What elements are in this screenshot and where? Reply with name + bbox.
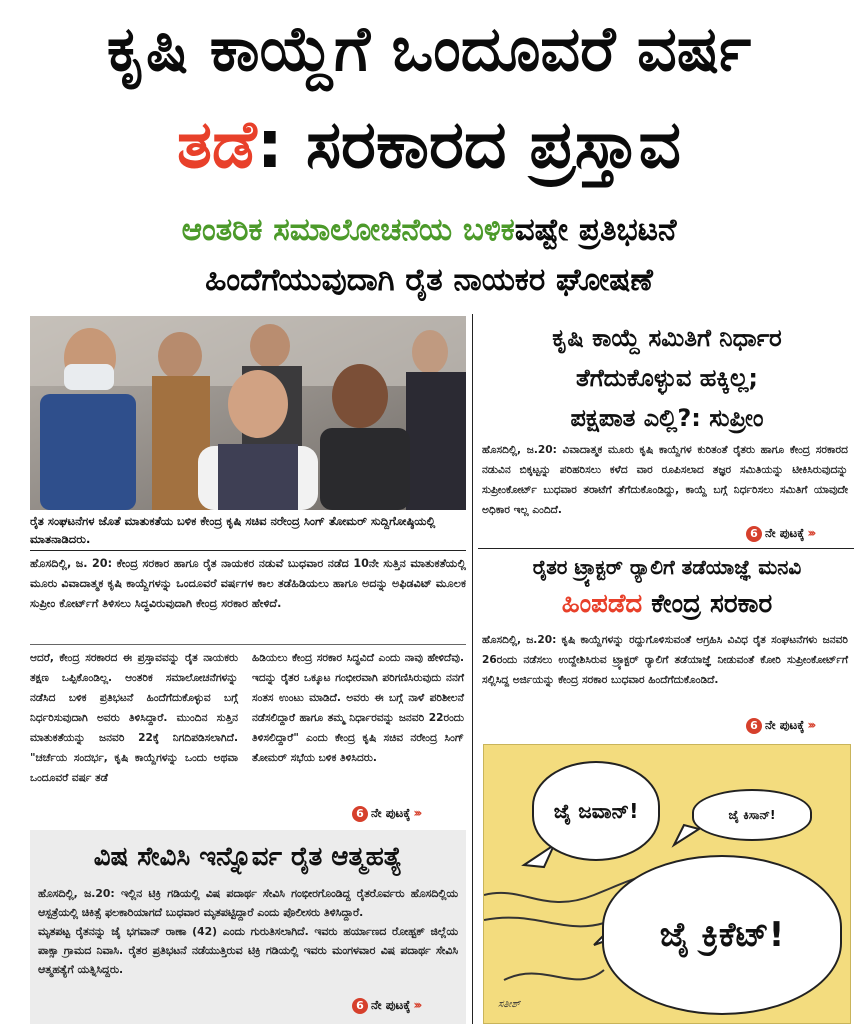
cartoon-panel [483,744,851,1024]
continued-label: ನೇ ಪುಟಕ್ಕೆ [371,806,411,820]
suicide-story-box [30,830,466,1024]
speech-bubble-kisan: ಜೈ ಕಿಸಾನ್! [692,789,812,841]
tractor-headline-highlight: ಹಿಂಪಡೆದ [561,589,643,619]
speech-bubble-jawan: ಜೈ ಜವಾನ್! [532,761,660,861]
main-story-col2: ಹಿಡಿಯಲು ಕೇಂದ್ರ ಸರಕಾರ ಸಿದ್ಧವಿದೆ ಎಂದು ನಾವು ಹೇಳಿದೆವು. ಇದನ್ನು ರೈತರ ಒಕ್ಕೂಟ ಗಂಭೀರವಾಗಿ ಪರಿಗಣಿಸಿರುವುದು ನನಗೆ ಸಂತಸ ಉಂಟು ಮಾಡಿದೆ. ಅವರು ಈ ಬಗ್ಗೆ ನಾಳೆ ಪರಿಶೀಲನೆ ನಡೆಸಲಿದ್ದಾರೆ ಹಾಗೂ ತಮ್ಮ ನಿರ್ಧಾರವನ್ನು ಜನವರಿ 22ರಂದು ತಿಳಿಸಲಿದ್ದಾರೆ" ಎಂದು ಕೇಂದ್ರ ಕೃಷಿ ಸಚಿವ ನರೇಂದ್ರ ಸಿಂಗ್ ತೋಮರ್ ಸಭೆಯ ಬಳಿಕ ತಿಳಿಸಿದರು. [252,652,464,764]
arrow-icon: ››› [807,526,814,540]
suicide-story-headline: ವಿಷ ಸೇವಿಸಿ ಇನ್ನೊರ್ವ ರೈತ ಆತ್ಮಹತ್ಯೆ [93,842,403,872]
main-lead-rule [30,644,466,645]
supreme-story-continued-link[interactable] [746,526,813,542]
supreme-headline-line3: ಪಕ್ಷಪಾತ ಎಲ್ಲಿ?: ಸುಪ್ರೀಂ [570,404,764,432]
main-story-col1: ಆದರೆ, ಕೇಂದ್ರ ಸರಕಾರದ ಈ ಪ್ರಸ್ತಾವವನ್ನು ರೈತ ನಾಯಕರು ತಕ್ಷಣ ಒಪ್ಪಿಕೊಂಡಿಲ್ಲ. ಆಂತರಿಕ ಸಮಾಲೋಚನೆಗಳನ್ನು ನಡೆಸಿದ ಬಳಿಕ ಪ್ರತಿಭಟನೆ ಹಿಂದೆಗೆದುಕೊಳ್ಳುವ ಬಗ್ಗೆ ನಿರ್ಧರಿಸುವುದಾಗಿ ಅವರು ತಿಳಿಸಿದ್ದಾರೆ. ಮುಂದಿನ ಸುತ್ತಿನ ಮಾತುಕತೆಯನ್ನು ಜನವರಿ 22ಕ್ಕೆ ನಿಗದಿಪಡಿಸಲಾಗಿದೆ. "ಚರ್ಚೆಯ ಸಂದರ್ಭ, ಕೃಷಿ ಕಾಯ್ದೆಗಳನ್ನು ಒಂದು ಅಥವಾ ಒಂದೂವರೆ ವರ್ಷ ತಡೆ [30,652,238,784]
page-number-badge: 6 [746,718,762,734]
page-number-badge: 6 [746,526,762,542]
main-headline-line1: ಕೃಷಿ ಕಾಯ್ದೆಗೆ ಒಂದೂವರೆ ವರ್ಷ [106,12,752,85]
supreme-headline-line2: ತೆಗೆದುಕೊಳ್ಳುವ ಹಕ್ಕಿಲ್ಲ; [576,364,758,392]
caption-rule [30,550,466,551]
arrow-icon: ››› [413,998,420,1012]
speech-bubble-cricket: ಜೈ ಕ್ರಿಕೆಟ್! [602,855,842,1015]
headline-highlight: ತಡೆ [176,106,257,183]
news-photo [30,316,466,510]
tractor-headline-line2 [480,584,854,624]
supreme-story-body: ಹೊಸದಿಲ್ಲಿ, ಜ.20: ವಿವಾದಾತ್ಮಕ ಮೂರು ಕೃಷಿ ಕಾಯ್ದೆಗಳ ಕುರಿತಂತೆ ರೈತರು ಹಾಗೂ ಕೇಂದ್ರ ಸರಕಾರದ ನಡುವಿನ ಬಿಕ್ಕಟ್ಟನ್ನು ಪರಿಹರಿಸಲು ಕಳೆದ ವಾರ ರೂಪಿಸಲಾದ ತಜ್ಞರ ಸಮಿತಿಯನ್ನು ಟೀಕಿಸಿರುವುದನ್ನು ಸುಪ್ರೀಂಕೋರ್ಟ್ ಬುಧವಾರ ತರಾಟೆಗೆ ತೆಗೆದುಕೊಂಡಿದ್ದು, ಕಾಯ್ದೆ ಬಗ್ಗೆ ನಿರ್ಧರಿಸಲು ಸಮಿತಿಗೆ ಯಾವುದೇ ಅಧಿಕಾರ ಇಲ್ಲ ಎಂದಿದೆ. [482,444,848,516]
arrow-icon: ››› [413,806,420,820]
subheadline-highlight: ಆಂತರಿಕ ಸಮಾಲೋಚನೆಯ ಬಳಿಕ [181,212,515,248]
main-story-continued-link[interactable] [352,806,419,822]
main-story-lead: ಹೊಸದಿಲ್ಲಿ, ಜ. 20: ಕೇಂದ್ರ ಸರಕಾರ ಹಾಗೂ ರೈತ ನಾಯಕರ ನಡುವೆ ಬುಧವಾರ ನಡೆದ 10ನೇ ಸುತ್ತಿನ ಮಾತುಕತೆಯಲ್ಲಿ ಮೂರು ವಿವಾದಾತ್ಮಕ ಕೃಷಿ ಕಾಯ್ದೆಗಳನ್ನು ಒಂದೂವರೆ ವರ್ಷಗಳ ಕಾಲ ತಡೆಹಿಡಿಯಲು ಹಾಗೂ ಅದನ್ನು ಅಫಿಡವಿಟ್ ಮೂಲಕ ಸುಪ್ರೀಂ ಕೋರ್ಟ್‌ಗೆ ತಿಳಿಸಲು ಸಿದ್ಧವಿರುವುದಾಗಿ ಕೇಂದ್ರ ಸರಕಾರ ಹೇಳಿದೆ. [30,557,466,610]
tractor-story-body: ಹೊಸದಿಲ್ಲಿ, ಜ.20: ಕೃಷಿ ಕಾಯ್ದೆಗಳನ್ನು ರದ್ದುಗೊಳಿಸುವಂತೆ ಆಗ್ರಹಿಸಿ ವಿವಿಧ ರೈತ ಸಂಘಟನೆಗಳು ಜನವರಿ 26ರಂದು ನಡೆಸಲು ಉದ್ದೇಶಿಸಿರುವ ಟ್ರ್ಯಾಕ್ಟರ್ ರ್‍ಯಾಲಿಗೆ ತಡೆಯಾಜ್ಞೆ ನೀಡುವಂತೆ ಕೋರಿ ಸುಪ್ರೀಂಕೋರ್ಟ್‌ಗೆ ಸಲ್ಲಿಸಿದ್ದ ಅರ್ಜಿಯನ್ನು ಕೇಂದ್ರ ಸರಕಾರ ಬುಧವಾರ ಹಿಂದೆಗೆದುಕೊಂಡಿದೆ. [482,634,848,686]
tractor-story-continued-link[interactable] [746,718,813,734]
arrow-icon: ››› [807,718,814,732]
press-conference-image [30,316,466,510]
subheadline-line1 [0,206,858,254]
main-headline-line2 [0,92,858,198]
subheadline-rest: ವಷ್ಟೇ ಪ್ರತಿಭಟನೆ [514,212,677,248]
headline-rest: : ಸರಕಾರದ ಪ್ರಸ್ತಾವ [256,106,682,183]
suicide-story-body2: ಮೃತಪಟ್ಟ ರೈತನನ್ನು ಜೈ ಭಗವಾನ್ ರಾಣಾ (42) ಎಂದು ಗುರುತಿಸಲಾಗಿದೆ. ಇವರು ಹರ್ಯಾಣದ ರೋಹ್ಟಕ್ ಜಿಲ್ಲೆಯ ಪಾಕ್ಸಾ ಗ್ರಾಮದ ನಿವಾಸಿ. ರೈತರ ಪ್ರತಿಭಟನೆ ನಡೆಯುತ್ತಿರುವ ಟಿಕ್ರಿ ಗಡಿಯಲ್ಲಿ ಇವರು ಮಂಗಳವಾರ ವಿಷ ಪದಾರ್ಥ ಸೇವಿಸಿ ಆತ್ಮಹತ್ಯೆಗೆ ಯತ್ನಿಸಿದ್ದರು. [38,925,458,976]
continued-label: ನೇ ಪುಟಕ್ಕೆ [765,718,805,732]
cartoonist-signature: ಸತೀಶ್ [498,999,521,1010]
continued-label: ನೇ ಪುಟಕ್ಕೆ [371,998,411,1012]
tractor-headline-rest: ಕೇಂದ್ರ ಸರಕಾರ [642,589,773,619]
photo-caption: ರೈತ ಸಂಘಟನೆಗಳ ಜೊತೆ ಮಾತುಕತೆಯ ಬಳಿಕ ಕೇಂದ್ರ ಕೃಷಿ ಸಚಿವ ನರೇಂದ್ರ ಸಿಂಗ್ ತೋಮರ್ ಸುದ್ದಿಗೋಷ್ಠಿಯಲ್ಲಿ ಮಾತನಾಡಿದರು. [30,514,436,546]
continued-label: ನೇ ಪುಟಕ್ಕೆ [765,526,805,540]
supreme-headline-line1: ಕೃಷಿ ಕಾಯ್ದೆ ಸಮಿತಿಗೆ ನಿರ್ಧಾರ [552,324,782,352]
subheadline-line2: ಹಿಂದೆಗೆಯುವುದಾಗಿ ರೈತ ನಾಯಕರ ಘೋಷಣೆ [205,262,653,298]
supreme-story-headline [480,318,854,438]
suicide-story-continued-link[interactable] [352,998,419,1014]
suicide-story-body1: ಹೊಸದಿಲ್ಲಿ, ಜ.20: ಇಲ್ಲಿನ ಟಿಕ್ರಿ ಗಡಿಯಲ್ಲಿ ವಿಷ ಪದಾರ್ಥ ಸೇವಿಸಿ ಗಂಭೀರಗೊಂಡಿದ್ದ ರೈತರೊರ್ವರು ಹೊಸದಿಲ್ಲಿಯ ಆಸ್ಪತ್ರೆಯಲ್ಲಿ ಚಿಕಿತ್ಸೆ ಫಲಕಾರಿಯಾಗದೆ ಬುಧವಾರ ಮೃತಪಟ್ಟಿದ್ದಾರೆ ಎಂದು ಪೊಲೀಸರು ತಿಳಿಸಿದ್ದಾರೆ. [38,887,458,919]
column-divider [472,314,473,1024]
right-column-rule [478,548,854,549]
page-number-badge: 6 [352,998,368,1014]
tractor-headline-line1: ರೈತರ ಟ್ರ್ಯಾಕ್ಟರ್ ರ್‍ಯಾಲಿಗೆ ತಡೆಯಾಜ್ಞೆ ಮನವಿ [532,555,802,579]
tractor-story-headline [480,550,854,624]
page-number-badge: 6 [352,806,368,822]
